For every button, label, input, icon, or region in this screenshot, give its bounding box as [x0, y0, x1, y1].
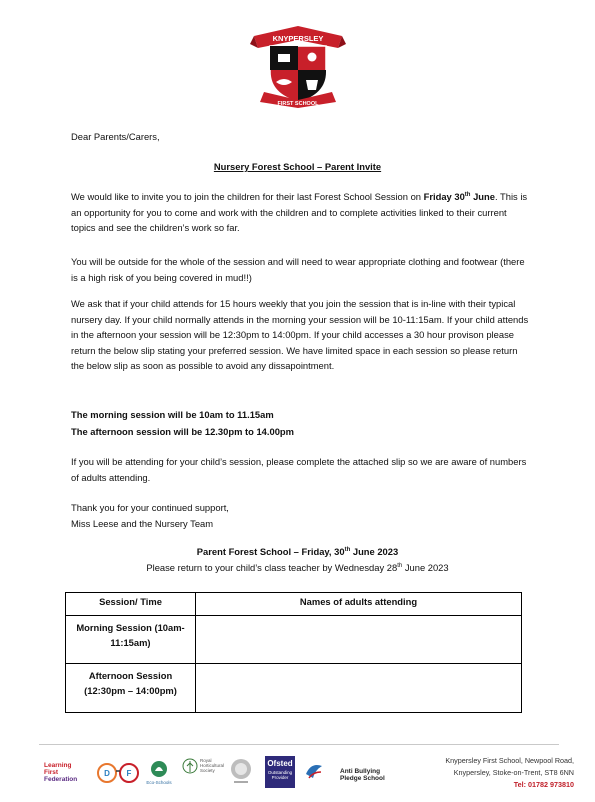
afternoon-session-cell: Afternoon Session (12:30pm – 14:00pm): [66, 664, 196, 713]
header-adult-names: Names of adults attending: [196, 593, 522, 616]
rhs-tree-icon: [182, 758, 198, 780]
footer-address: [445, 755, 574, 791]
salutation: Dear Parents/Carers,: [71, 131, 160, 142]
rhs-line1: Royal: [200, 758, 212, 763]
thanks-line: Thank you for your continued support,: [71, 502, 229, 513]
letter-title: Nursery Forest School – Parent Invite: [213, 161, 382, 172]
p1-bold-month: June: [473, 191, 495, 202]
reply-slip-table: [65, 592, 522, 713]
slip-sub-a: Please return to your child’s class teacher by Wednesday 28: [146, 562, 398, 573]
df-letter-f: F: [126, 769, 132, 778]
ofsted-sub: [265, 770, 295, 780]
anti-bullying-logo: [340, 768, 385, 782]
footer-logos: [40, 752, 400, 792]
eco-schools-icon: [150, 760, 168, 778]
slip-title-sup: th: [344, 546, 351, 553]
lff-line3: Federation: [44, 776, 78, 783]
footer-divider: [39, 744, 559, 745]
school-crest-logo: [250, 22, 346, 108]
rhs-logo: [182, 758, 224, 780]
slip-title-b: June 2023: [350, 546, 399, 557]
anti-bullying-line1: Anti Bullying: [340, 768, 381, 775]
paragraph-slip: If you will be attending for your child’s session, please complete the attached slip so we are aware of numbers of adults attending.: [71, 456, 527, 483]
eco-schools-logo: [146, 760, 172, 785]
slip-subtitle: [0, 562, 595, 573]
lff-line1: Learning: [44, 762, 72, 769]
lff-line2: First: [44, 769, 59, 776]
crest-banner-bottom: FIRST SCHOOL: [277, 101, 319, 107]
signature-line: Miss Leese and the Nursery Team: [71, 518, 214, 529]
slip-sub-sup: th: [397, 562, 403, 569]
p1-after: . This is an opportunity for you to come and work with the children and to complete activities linked to their current topics and see the children’s work so far.: [71, 191, 528, 233]
morning-session-time: The morning session will be 10am to 11.15am: [71, 409, 274, 420]
afternoon-names-cell[interactable]: [196, 664, 522, 713]
sports-badge-icon: [303, 760, 325, 782]
morning-names-cell[interactable]: [196, 616, 522, 664]
paragraph-invite: [71, 189, 531, 236]
afternoon-session-time: The afternoon session will be 12.30pm to 14.00pm: [71, 425, 294, 437]
paragraph-clothing: You will be outside for the whole of the session and will need to wear appropriate clothing and footwear (there is a high risk of you being covered in mud!!): [71, 256, 525, 283]
p1-before: We would like to invite you to join the children for their last Forest School Session on: [71, 191, 424, 202]
morning-session-cell: Morning Session (10am-11:15am): [66, 616, 196, 664]
signoff: [71, 500, 229, 532]
df-letter-d: D: [104, 769, 110, 778]
rhs-line3: Society: [200, 768, 215, 773]
rhs-line2: Horticultural: [200, 763, 225, 768]
telephone: Tel: 01782 973810: [513, 780, 574, 789]
crest-banner-top: KNYPERSLEY: [272, 34, 324, 43]
learning-first-federation-logo: [44, 762, 77, 783]
ofsted-logo: [265, 756, 295, 788]
ofsted-sub-line1: Outstanding: [267, 770, 293, 775]
p1-bold-sup: th: [464, 191, 471, 198]
slip-title: [0, 546, 595, 557]
anti-bullying-line2: Pledge School: [340, 775, 385, 782]
table-header-row: [66, 593, 522, 616]
address-line2: Knypersley, Stoke-on-Trent, ST8 6NN: [453, 768, 574, 777]
slip-title-a: Parent Forest School – Friday, 30: [196, 546, 345, 557]
df-glasses-logo: [96, 762, 140, 784]
paragraph-sessions: We ask that if your child attends for 15 hours weekly that you join the session that is in-line with their typical nursery day. If your child normally attends in the morning your session will be 10-11:15am. If your child attends in the afternoon your session will be 12:30pm to 14:00pm. If your child accesses a 30 hour provison please return the below slip stating your preferred session. We have limited space in each session so please return the below slip as soon as possible to avoid any dissapointment.: [71, 298, 529, 371]
award-badge-icon: [230, 758, 252, 786]
table-row: [66, 616, 522, 664]
eco-schools-label: Eco-Schools: [146, 780, 172, 785]
rhs-text: [200, 758, 224, 773]
session-times: [71, 407, 294, 440]
ofsted-label: Ofsted: [267, 759, 293, 768]
p1-bold-day: Friday 30: [423, 191, 465, 202]
address-line1: Knypersley First School, Newpool Road,: [445, 756, 574, 765]
ofsted-sub-line2: Provider: [271, 775, 289, 780]
slip-sub-b: June 2023: [402, 562, 449, 573]
table-row: [66, 664, 522, 713]
header-session-time: Session/ Time: [66, 593, 196, 616]
